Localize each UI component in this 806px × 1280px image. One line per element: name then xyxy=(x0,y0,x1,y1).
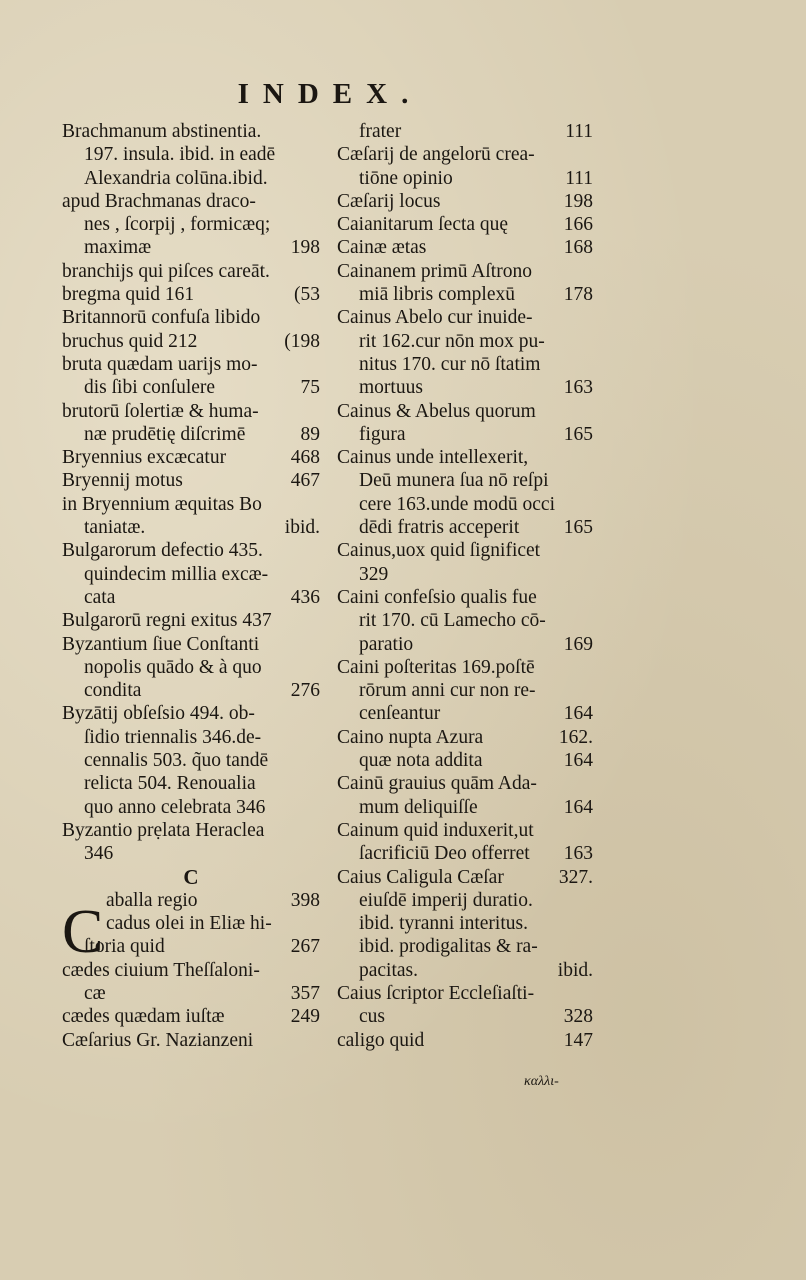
entry-page-number: 436 xyxy=(290,586,320,608)
entry-text: quæ nota addita xyxy=(359,750,483,772)
index-entry xyxy=(62,982,320,1005)
entry-page-number: 164 xyxy=(563,796,593,818)
entry-text: Caius ſcriptor Eccleſiaſti- xyxy=(337,982,535,1004)
entry-text: in Bryennium æquitas Bo xyxy=(62,493,262,515)
entry-text: Bryennij motus xyxy=(62,470,183,492)
entry-text: cennalis 503. q̃uo tandē xyxy=(84,750,269,772)
index-entry xyxy=(337,982,593,1005)
entry-text: frater xyxy=(359,121,402,142)
entry-text: Cæſarij de angelorū crea- xyxy=(337,144,535,166)
index-entry xyxy=(62,423,320,446)
index-entry xyxy=(337,726,593,749)
entry-page-number: 328 xyxy=(563,1006,593,1028)
entry-text: cata xyxy=(84,586,116,608)
entry-text: cæ xyxy=(84,982,106,1004)
index-entry xyxy=(337,842,593,865)
entry-page-number: 168 xyxy=(563,237,593,259)
entry-page-number: 163 xyxy=(563,377,593,399)
entry-text: Alexandria colūna.ibid. xyxy=(84,167,268,189)
index-entry xyxy=(337,330,593,353)
index-entry xyxy=(62,633,320,656)
entry-text: relicta 504. Renoualia xyxy=(84,773,256,795)
entry-page-number: 398 xyxy=(290,889,320,911)
entry-text: ibid. prodigalitas & ra- xyxy=(359,936,538,958)
entry-text: Caius Caligula Cæſar xyxy=(337,866,504,888)
entry-text: Cainus unde intellexerit, xyxy=(337,447,529,469)
index-entry xyxy=(62,563,320,586)
index-entry xyxy=(62,1005,320,1028)
entry-page-number: ibid. xyxy=(284,517,320,539)
entry-text: caligo quid xyxy=(337,1029,425,1051)
index-entry xyxy=(337,889,593,912)
index-entry xyxy=(62,400,320,423)
entry-text: taniatæ. xyxy=(84,517,146,539)
entry-text: nitus 170. cur nō ſtatim xyxy=(359,353,541,375)
index-entry xyxy=(62,702,320,725)
entry-text: apud Brachmanas draco- xyxy=(62,190,256,212)
entry-text: 197. insula. ibid. in eadē xyxy=(84,144,276,166)
entry-page-number: 111 xyxy=(565,121,593,142)
index-entry xyxy=(62,376,320,399)
entry-page-number: 163 xyxy=(563,843,593,865)
entry-text: Cainæ ætas xyxy=(337,237,427,259)
entry-page-number: 162. xyxy=(558,726,593,748)
entry-text: Caini poſteritas 169.poſtē xyxy=(337,656,535,678)
entry-text: mortuus xyxy=(359,377,423,399)
index-entry xyxy=(337,796,593,819)
entry-text: 346 xyxy=(84,843,114,865)
entry-text: aballa regio xyxy=(106,889,198,911)
index-entry xyxy=(62,772,320,795)
index-entry xyxy=(62,819,320,842)
entry-text: cere 163.unde modū occi xyxy=(359,493,556,515)
index-entry xyxy=(62,609,320,632)
entry-text: dis ſibi conſulere xyxy=(84,377,216,399)
index-entry xyxy=(62,167,320,190)
index-entry xyxy=(62,446,320,469)
index-entry xyxy=(337,912,593,935)
index-entry xyxy=(337,633,593,656)
entry-text: Cainū grauius quām Ada- xyxy=(337,773,537,795)
index-entry xyxy=(62,330,320,353)
index-entry xyxy=(62,283,320,306)
entry-page-number: 327. xyxy=(558,866,593,888)
entry-text: cus xyxy=(359,1006,385,1028)
index-entry xyxy=(337,609,593,632)
index-column-right xyxy=(337,120,593,1052)
entry-page-number: 178 xyxy=(563,284,593,306)
index-entry xyxy=(62,260,320,283)
index-entry xyxy=(337,260,593,283)
index-entry xyxy=(337,656,593,679)
index-entry xyxy=(62,516,320,539)
index-entry xyxy=(62,842,320,865)
entry-page-number: 357 xyxy=(290,982,320,1004)
entry-text: tiōne opinio xyxy=(359,167,453,189)
entry-text: Cæſarij locus xyxy=(337,190,441,212)
index-entry xyxy=(337,213,593,236)
index-entry xyxy=(62,1029,320,1052)
entry-text: ſacrificiū Deo offerret xyxy=(359,843,530,865)
index-entry xyxy=(337,819,593,842)
entry-text: ſtoria quid xyxy=(84,936,165,958)
entry-text: rit 162.cur nōn mox pu- xyxy=(359,330,545,352)
entry-text: Cainanem primū Aſtrono xyxy=(337,260,532,282)
entry-text: Byzantio prẹlata Heraclea xyxy=(62,819,265,841)
entry-text: ſidio triennalis 346.de- xyxy=(84,726,262,748)
entry-page-number: 467 xyxy=(290,470,320,492)
entry-text: quindecim millia excæ- xyxy=(84,563,269,585)
entry-text: cenſeantur xyxy=(359,703,441,725)
entry-text: Caini confeſsio qualis fue xyxy=(337,586,537,608)
index-entry xyxy=(337,306,593,329)
entry-text: cadus olei in Eliæ hi- xyxy=(106,913,272,935)
entry-page-number: 198 xyxy=(290,237,320,259)
entry-text: branchijs qui piſces careāt. xyxy=(62,260,270,282)
page-header: INDEX. xyxy=(237,78,423,110)
entry-page-number: (198 xyxy=(284,330,320,352)
index-entry xyxy=(337,423,593,446)
entry-page-number: 75 xyxy=(300,377,320,399)
index-entry xyxy=(337,516,593,539)
entry-text: condita xyxy=(84,680,142,702)
entry-text: quo anno celebrata 346 xyxy=(84,796,266,818)
entry-text: Cæſarius Gr. Nazianzeni xyxy=(62,1029,254,1051)
entry-page-number: 89 xyxy=(300,423,320,445)
entry-text: Bryennius excæcatur xyxy=(62,447,227,469)
entry-text: miā libris complexū xyxy=(359,284,515,306)
entry-text: Byzantium ſiue Conſtanti xyxy=(62,633,260,655)
entry-text: eiuſdē imperij duratio. xyxy=(359,889,533,911)
index-entry xyxy=(337,749,593,772)
entry-page-number: 165 xyxy=(563,517,593,539)
index-entry xyxy=(337,866,593,889)
index-entry xyxy=(62,353,320,376)
index-entry xyxy=(337,935,593,958)
entry-page-number: 164 xyxy=(563,703,593,725)
entry-text: nes , ſcorpij , formicæq; xyxy=(84,214,271,236)
entry-page-number: 164 xyxy=(563,750,593,772)
index-entry xyxy=(62,539,320,562)
entry-text: nopolis quādo & à quo xyxy=(84,656,262,678)
index-entry xyxy=(62,493,320,516)
entry-text: Deū munera ſua nō reſpi xyxy=(359,470,549,492)
entry-page-number: (53 xyxy=(294,284,320,306)
index-entry xyxy=(62,213,320,236)
index-entry xyxy=(337,679,593,702)
index-entry xyxy=(62,306,320,329)
entry-text: næ prudētię diſcrimē xyxy=(84,423,246,445)
index-entry xyxy=(337,772,593,795)
index-entry xyxy=(337,586,593,609)
entry-text: Cainus & Abelus quorum xyxy=(337,400,536,422)
entry-text: brutorū ſolertiæ & huma- xyxy=(62,400,259,422)
index-entry xyxy=(337,236,593,259)
entry-text: Britannorū confuſa libido xyxy=(62,307,261,329)
entry-text: Caianitarum ſecta quę xyxy=(337,214,509,236)
entry-page-number: 166 xyxy=(563,214,593,236)
entry-text: Bulgarorū regni exitus 437 xyxy=(62,610,272,632)
entry-text: paratio xyxy=(359,633,414,655)
index-entry xyxy=(337,1029,593,1052)
entry-text: Bulgarorum defectio 435. xyxy=(62,540,263,562)
entry-text: cædes ciuium Theſſaloni- xyxy=(62,959,260,981)
entry-text: maximæ xyxy=(84,237,152,259)
entry-text: bregma quid 161 xyxy=(62,284,195,306)
entry-text: rōrum anni cur non re- xyxy=(359,680,536,702)
entry-text: Caino nupta Azura xyxy=(337,726,484,748)
entry-page-number: 165 xyxy=(563,423,593,445)
index-entry xyxy=(337,469,593,492)
index-entry xyxy=(62,236,320,259)
entry-text: bruchus quid 212 xyxy=(62,330,198,352)
catchword: καλλι- xyxy=(524,1074,559,1089)
index-entry xyxy=(337,493,593,516)
entry-text: mum deliquiſſe xyxy=(359,796,478,818)
entry-page-number: 111 xyxy=(565,167,593,189)
entry-text: ibid. tyranni interitus. xyxy=(359,913,528,935)
index-entry xyxy=(337,702,593,725)
entry-text: dēdi fratris acceperit xyxy=(359,517,520,539)
entry-text: Cainus,uox quid ſignificet xyxy=(337,540,541,562)
index-entry xyxy=(62,469,320,492)
index-entry xyxy=(62,866,320,889)
entry-text: Brachmanum abstinentia. xyxy=(62,121,262,142)
entry-text: rit 170. cū Lamecho cō- xyxy=(359,610,546,632)
entry-text: cædes quædam iuſtæ xyxy=(62,1006,225,1028)
index-entry xyxy=(62,679,320,702)
index-entry xyxy=(62,796,320,819)
index-entry xyxy=(337,353,593,376)
drop-cap: C xyxy=(62,898,104,966)
entry-text: bruta quædam uarijs mo- xyxy=(62,353,258,375)
index-entry xyxy=(62,586,320,609)
index-entry xyxy=(62,120,320,143)
entry-page-number: ibid. xyxy=(557,959,593,981)
index-entry xyxy=(337,563,593,586)
index-entry xyxy=(337,167,593,190)
entry-page-number: 249 xyxy=(290,1006,320,1028)
entry-text: Byzātij obſeſsio 494. ob- xyxy=(62,703,255,725)
index-entry xyxy=(337,446,593,469)
index-entry xyxy=(337,190,593,213)
entry-text: figura xyxy=(359,423,406,445)
index-entry xyxy=(337,376,593,399)
entry-text: Cainus Abelo cur inuide- xyxy=(337,307,533,329)
index-entry xyxy=(337,400,593,423)
index-entry xyxy=(62,656,320,679)
entry-page-number: 468 xyxy=(290,447,320,469)
entry-page-number: 147 xyxy=(563,1029,593,1051)
entry-text: 329 xyxy=(359,563,389,585)
index-entry xyxy=(62,726,320,749)
entry-text: Cainum quid induxerit,ut xyxy=(337,819,534,841)
index-entry xyxy=(337,120,593,143)
entry-page-number: 276 xyxy=(290,680,320,702)
index-entry xyxy=(337,959,593,982)
index-entry xyxy=(337,143,593,166)
index-entry xyxy=(337,539,593,562)
entry-text: pacitas. xyxy=(359,959,419,981)
index-entry xyxy=(62,190,320,213)
entry-page-number: 169 xyxy=(563,633,593,655)
index-entry xyxy=(62,749,320,772)
index-entry xyxy=(62,143,320,166)
entry-page-number: 198 xyxy=(563,190,593,212)
index-entry xyxy=(337,1005,593,1028)
entry-text: C xyxy=(183,865,199,889)
index-entry xyxy=(337,283,593,306)
entry-page-number: 267 xyxy=(290,936,320,958)
